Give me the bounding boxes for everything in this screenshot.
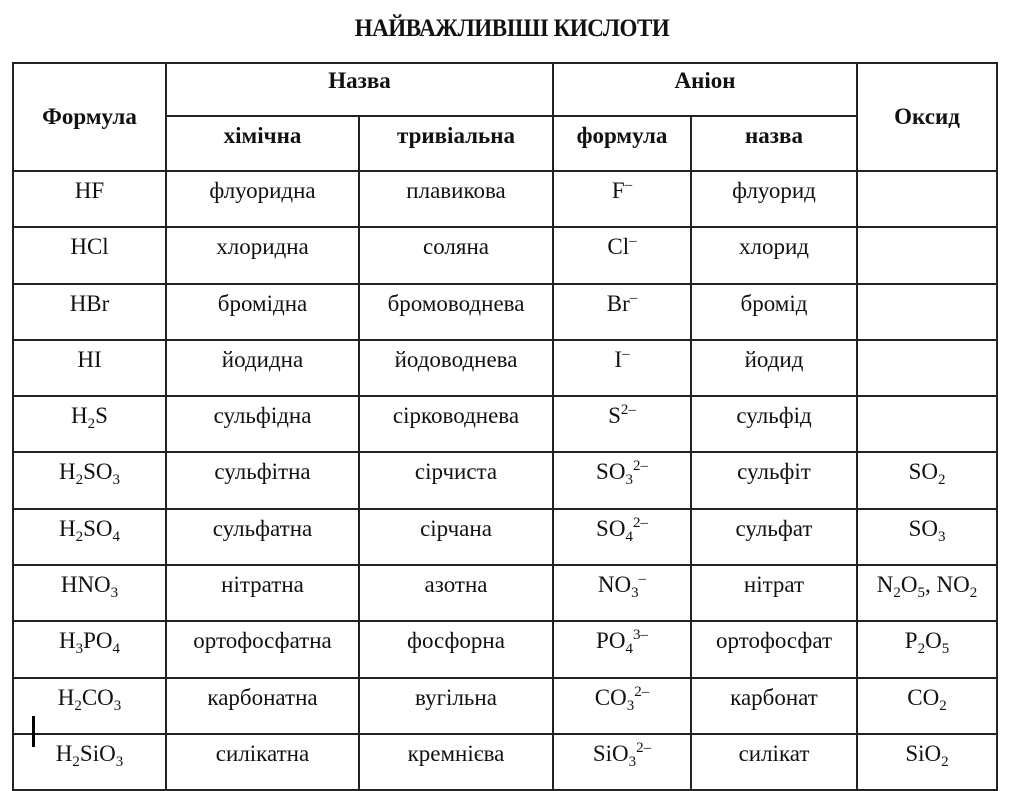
cell-anion-formula (553, 396, 691, 452)
cell-chemical-name: сульфідна (166, 396, 359, 452)
cell-trivial-name: соляна (359, 227, 553, 283)
cell-anion-formula (553, 734, 691, 790)
cell-anion-formula (553, 621, 691, 677)
cell-formula (13, 565, 166, 621)
cell-oxide-text: $SO_2$ (908, 459, 946, 489)
cell-anion-formula (553, 284, 691, 340)
cell-chemical-name: бромідна (166, 284, 359, 340)
header-name-trivial: тривіальна (359, 116, 553, 171)
header-anion-group: Аніон (553, 63, 857, 116)
table-row (13, 396, 997, 452)
cell-chemical-name: йодидна (166, 340, 359, 396)
cell-oxide (857, 396, 997, 452)
table-row (13, 452, 997, 508)
cell-anion-formula-text: Cl– (607, 233, 637, 260)
cell-anion-name: карбонат (691, 678, 857, 734)
acids-table (12, 62, 998, 791)
cell-trivial-name: плавикова (359, 171, 553, 227)
cell-chemical-name: ортофосфатна (166, 621, 359, 677)
cell-formula (13, 621, 166, 677)
cell-anion-name: бромід (691, 284, 857, 340)
cell-formula-text: $H_2SiO_3$ (55, 740, 124, 770)
table-row (13, 171, 997, 227)
cell-anion-formula (553, 171, 691, 227)
cell-anion-formula-text: $SO_3^{2-}$ (596, 458, 648, 489)
cell-anion-name: ортофосфат (691, 621, 857, 677)
cell-oxide (857, 284, 997, 340)
cell-formula (13, 452, 166, 508)
cell-trivial-name: азотна (359, 565, 553, 621)
cell-formula-text: $H_2SO_4$ (58, 515, 121, 545)
cell-chemical-name: карбонатна (166, 678, 359, 734)
cell-oxide-text: $CO_2$ (907, 684, 947, 714)
cell-trivial-name: фосфорна (359, 621, 553, 677)
cell-anion-name: флуорид (691, 171, 857, 227)
cell-formula-text: $H_2S$ (71, 403, 108, 433)
cell-anion-name: сульфат (691, 509, 857, 565)
cell-trivial-name: сірководнева (359, 396, 553, 452)
cell-oxide (857, 452, 997, 508)
cell-chemical-name: нітратна (166, 565, 359, 621)
cell-oxide (857, 621, 997, 677)
cell-oxide (857, 509, 997, 565)
table-row (13, 621, 997, 677)
cell-chemical-name: хлоридна (166, 227, 359, 283)
cell-anion-name: хлорид (691, 227, 857, 283)
cell-anion-formula (553, 509, 691, 565)
cell-formula (13, 284, 166, 340)
table-body (13, 171, 997, 790)
cell-oxide-text: $SO_3$ (908, 515, 946, 545)
cell-anion-formula (553, 227, 691, 283)
header-row-top (13, 63, 997, 116)
cell-chemical-name: сульфітна (166, 452, 359, 508)
table-row (13, 565, 997, 621)
cell-chemical-name: силікатна (166, 734, 359, 790)
cell-anion-formula (553, 340, 691, 396)
cell-trivial-name: сірчана (359, 509, 553, 565)
cell-chemical-name: флуоридна (166, 171, 359, 227)
cell-oxide (857, 565, 997, 621)
table-row (13, 340, 997, 396)
cell-formula (13, 340, 166, 396)
cell-anion-formula-text: SiO$_3^{2-}$ (592, 739, 652, 770)
cell-formula-text: HCl (70, 234, 109, 260)
cell-formula (13, 171, 166, 227)
cell-anion-formula (553, 452, 691, 508)
document-title: НАЙВАЖЛИВІШІ КИСЛОТИ (354, 15, 670, 42)
cell-oxide (857, 340, 997, 396)
cell-formula-text: $H_2SO_3$ (58, 459, 121, 489)
cell-chemical-name: сульфатна (166, 509, 359, 565)
cell-anion-formula-text: I– (614, 345, 630, 372)
cell-trivial-name: бромоводнева (359, 284, 553, 340)
cell-formula-text: $H_3PO_4$ (58, 628, 121, 658)
cell-anion-formula-text: $SO_4^{2-}$ (596, 514, 648, 545)
cell-anion-formula-text: $S^{2-}$ (608, 402, 636, 429)
table-row (13, 734, 997, 790)
cell-formula (13, 396, 166, 452)
cell-anion-name: нітрат (691, 565, 857, 621)
cell-oxide (857, 734, 997, 790)
cell-oxide (857, 678, 997, 734)
cell-trivial-name: сірчиста (359, 452, 553, 508)
cell-anion-name: сульфід (691, 396, 857, 452)
header-anion-formula: формула (553, 116, 691, 171)
cell-anion-formula (553, 565, 691, 621)
cell-anion-formula-text: $NO_3^-$ (597, 571, 647, 602)
cell-formula (13, 678, 166, 734)
cell-formula (13, 227, 166, 283)
table-row (13, 284, 997, 340)
cell-formula-text: HF (74, 178, 105, 203)
cell-anion-formula (553, 678, 691, 734)
cell-formula-text: HBr (69, 290, 110, 316)
cell-oxide-text: $P_2O_5$ (904, 628, 950, 658)
cell-formula-text: HI (77, 346, 102, 372)
cell-formula-text: $H_2CO_3$ (57, 684, 122, 714)
cell-oxide (857, 227, 997, 283)
header-formula: Формула (13, 63, 166, 171)
cell-anion-formula-text: $PO_4^{3-}$ (596, 627, 648, 658)
cell-trivial-name: йодоводнева (359, 340, 553, 396)
table-row (13, 509, 997, 565)
cell-anion-formula-text: F– (611, 177, 633, 203)
header-name-chemical: хімічна (166, 116, 359, 171)
cell-anion-formula-text: Br– (606, 289, 638, 316)
cell-oxide-text: $N_2O_5$, $NO_2$ (876, 572, 978, 602)
cell-anion-name: силікат (691, 734, 857, 790)
cell-formula (13, 734, 166, 790)
header-anion-name: назва (691, 116, 857, 171)
cell-formula (13, 509, 166, 565)
cell-oxide-text: SiO$_2$ (905, 740, 949, 770)
cell-anion-name: сульфіт (691, 452, 857, 508)
header-name-group: Назва (166, 63, 553, 116)
text-cursor (32, 716, 35, 747)
cell-trivial-name: вугільна (359, 678, 553, 734)
cell-oxide (857, 171, 997, 227)
cell-trivial-name: кремнієва (359, 734, 553, 790)
table-row (13, 227, 997, 283)
cell-anion-formula-text: $CO_3^{2-}$ (594, 683, 650, 714)
header-oxide: Оксид (857, 63, 997, 171)
table-row (13, 678, 997, 734)
cell-formula-text: $HNO_3$ (60, 572, 119, 602)
cell-anion-name: йодид (691, 340, 857, 396)
